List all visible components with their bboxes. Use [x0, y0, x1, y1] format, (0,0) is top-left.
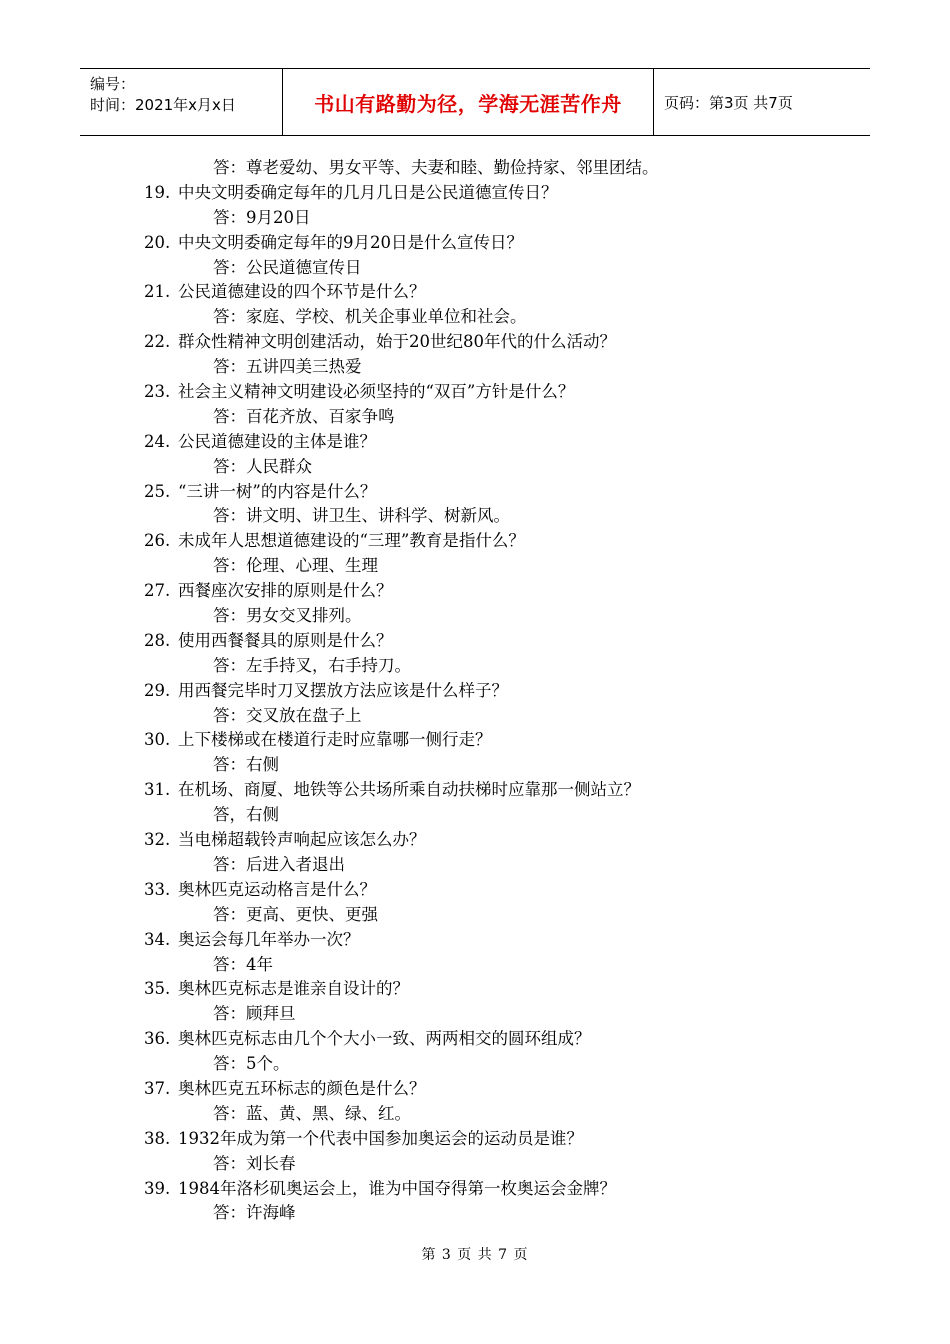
answer-line: 答：百花齐放、百家争鸣 — [213, 406, 395, 426]
question-number: 31. — [144, 780, 171, 800]
page-header — [80, 68, 870, 136]
question-text: 奥林匹克运动格言是什么？ — [178, 879, 376, 899]
question-number: 33. — [144, 879, 171, 899]
page-footer: 第 3 页 共 7 页 — [421, 1247, 529, 1263]
question-line — [0, 480, 950, 505]
question-text: 用西餐完毕时刀叉摆放方法应该是什么样子？ — [178, 680, 508, 700]
question-number: 32. — [144, 830, 171, 850]
question-number: 35. — [144, 979, 171, 999]
question-text: 在机场、商厦、地铁等公共场所乘自动扶梯时应靠那一侧站立？ — [178, 780, 640, 800]
question-text: 1984年洛杉矶奥运会上，谁为中国夺得第一枚奥运会金牌？ — [178, 1178, 616, 1198]
question-number: 21. — [144, 282, 171, 302]
answer-line: 答：9月20日 — [213, 207, 311, 227]
question-text: 奥林匹克标志是谁亲自设计的？ — [178, 979, 409, 999]
header-meta — [80, 69, 282, 135]
question-number: 26. — [144, 531, 171, 551]
answer-line: 答：刘长春 — [213, 1153, 296, 1173]
question-line — [0, 977, 950, 1002]
question-text: 奥林匹克五环标志的颜色是什么？ — [178, 1078, 426, 1098]
answer-line: 答：左手持叉，右手持刀。 — [213, 655, 411, 675]
header-slogan: 书山有路勤为径，学海无涯苦作舟 — [282, 69, 654, 135]
question-text: 1932年成为第一个代表中国参加奥运会的运动员是谁？ — [178, 1128, 583, 1148]
question-line — [0, 579, 950, 604]
question-number: 28. — [144, 630, 171, 650]
answer-line: 答：后进入者退出 — [213, 854, 345, 874]
question-line — [0, 380, 950, 405]
answer-line: 答：蓝、黄、黑、绿、红。 — [213, 1103, 411, 1123]
question-line — [0, 828, 950, 853]
question-line — [0, 878, 950, 903]
question-number: 20. — [144, 232, 171, 252]
question-line — [0, 529, 950, 554]
question-text: 社会主义精神文明建设必须坚持的“双百”方针是什么？ — [178, 382, 575, 402]
question-text: 群众性精神文明创建活动，始于20世纪80年代的什么活动？ — [178, 332, 616, 352]
question-line — [0, 629, 950, 654]
question-number: 24. — [144, 431, 171, 451]
question-number: 25. — [144, 481, 171, 501]
question-line — [0, 231, 950, 256]
answer-line: 答：4年 — [213, 954, 273, 974]
answer-line: 答：家庭、学校、机关企事业单位和社会。 — [213, 307, 527, 327]
question-number: 22. — [144, 332, 171, 352]
answer-line: 答，右侧 — [213, 805, 279, 825]
qa-list — [0, 156, 950, 1226]
question-text: 中央文明委确定每年的9月20日是什么宣传日？ — [178, 232, 523, 252]
time-label: 时间：2021年x月x日 — [90, 96, 236, 114]
answer-line: 答：5个。 — [213, 1054, 290, 1074]
answer-line: 答：讲文明、讲卫生、讲科学、树新风。 — [213, 506, 510, 526]
answer-line: 答：人民群众 — [213, 456, 312, 476]
answer-line: 答：交叉放在盘子上 — [213, 705, 362, 725]
question-text: 中央文明委确定每年的几月几日是公民道德宣传日？ — [178, 182, 558, 202]
answer-line: 答：更高、更快、更强 — [213, 904, 378, 924]
question-number: 34. — [144, 929, 171, 949]
answer-line: 答：男女交叉排列。 — [213, 606, 362, 626]
question-number: 27. — [144, 581, 171, 601]
code-label: 编号： — [90, 75, 136, 93]
question-line — [0, 679, 950, 704]
question-text: 公民道德建设的四个环节是什么？ — [178, 282, 426, 302]
answer-line: 答：公民道德宣传日 — [213, 257, 362, 277]
question-line — [0, 430, 950, 455]
question-text: 西餐座次安排的原则是什么？ — [178, 581, 393, 601]
answer-line: 答：伦理、心理、生理 — [213, 556, 378, 576]
question-number: 38. — [144, 1128, 171, 1148]
question-number: 37. — [144, 1078, 171, 1098]
answer-line: 答：尊老爱幼、男女平等、夫妻和睦、勤俭持家、邻里团结。 — [213, 158, 659, 177]
question-text: “三讲一树”的内容是什么？ — [178, 481, 377, 501]
header-page-info: 页码：第3页 共7页 — [664, 93, 793, 112]
question-number: 23. — [144, 382, 171, 402]
question-text: 上下楼梯或在楼道行走时应靠哪一侧行走？ — [178, 730, 492, 750]
question-line — [0, 181, 950, 206]
question-number: 30. — [144, 730, 171, 750]
answer-line: 答：五讲四美三热爱 — [213, 357, 362, 377]
question-line — [0, 728, 950, 753]
question-text: 当电梯超载铃声响起应该怎么办？ — [178, 830, 426, 850]
question-number: 39. — [144, 1178, 171, 1198]
question-number: 19. — [144, 182, 171, 202]
question-text: 奥林匹克标志由几个个大小一致、两两相交的圆环组成？ — [178, 1029, 591, 1049]
question-line — [0, 280, 950, 305]
question-line — [0, 330, 950, 355]
question-line — [0, 778, 950, 803]
answer-line: 答：右侧 — [213, 755, 279, 775]
answer-line: 答：顾拜旦 — [213, 1004, 296, 1024]
question-number: 29. — [144, 680, 171, 700]
question-line — [0, 1027, 950, 1052]
question-line — [0, 1127, 950, 1152]
question-text: 未成年人思想道德建设的“三理”教育是指什么？ — [178, 531, 525, 551]
question-line — [0, 1177, 950, 1202]
question-number: 36. — [144, 1029, 171, 1049]
answer-line: 答：许海峰 — [213, 1203, 296, 1223]
question-line — [0, 1077, 950, 1102]
question-text: 使用西餐餐具的原则是什么？ — [178, 630, 393, 650]
question-text: 奥运会每几年举办一次？ — [178, 929, 360, 949]
question-text: 公民道德建设的主体是谁？ — [178, 431, 376, 451]
question-line — [0, 928, 950, 953]
